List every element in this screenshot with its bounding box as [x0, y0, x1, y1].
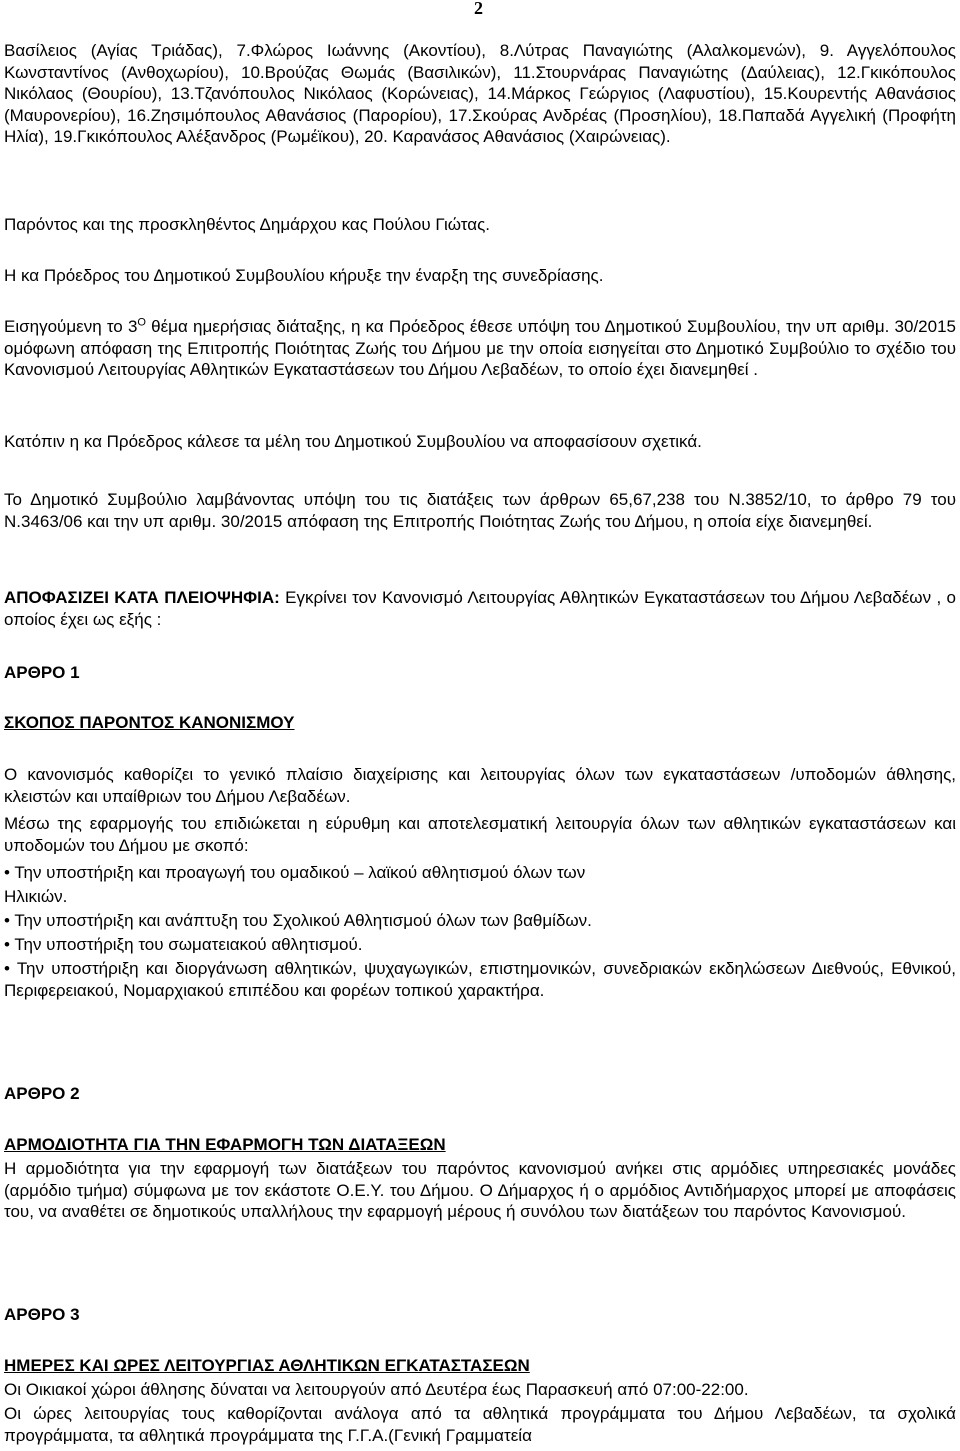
mayor-present-paragraph: Παρόντος και της προσκληθέντος Δημάρχου κας Πούλου Γιώτας.	[4, 215, 491, 234]
council-members-list: Βασίλειος (Αγίας Τριάδας), 7.Φλώρος Ιωάννης (Ακοντίου), 8.Λύτρας Παναγιώτης (Αλαλκομενών), 9. Αγγελόπουλος Κωνσταντίνος (Ανθοχωρίου), 10.Βρούζας Θωμάς (Βασιλικών), 11.Στουρνάρας Παναγιώτης (Δαύλειας), 12.Γκικόπουλος Νικόλαος (Θουρίου), 13.Τζανόπουλος Νικόλαος (Κορώνειας), 14.Μάρκος Γεώργιος (Λαφυστίου), 15.Κουρεντής Αθανάσιος (Μαυρονερίου), 16.Ζησιμόπουλος Αθανάσιος (Παρορίου), 17.Σκούρας Ανδρέας (Προσηλίου), 18.Παπαδά Αγγελική (Προφήτη Ηλία), 19.Γκικόπουλος Αλέξανδρος (Ρωμέϊκου), 20. Καρανάσος Αθανάσιος (Χαιρώνειας).	[4, 41, 956, 146]
article3-heading: ΑΡΘΡΟ 3	[4, 1305, 80, 1324]
decision-text: Εγκρίνει τον Κανονισμό Λειτουργίας Αθλητικών Εγκαταστάσεων του Δήμου Λεβαδέων , ο οποίος έχει ως εξής :	[4, 588, 957, 629]
call-to-vote-paragraph: Κατόπιν η κα Πρόεδρος κάλεσε τα μέλη του Δημοτικού Συμβουλίου να αποφασίσουν σχετικά.	[4, 432, 702, 451]
article3-title: ΗΜΕΡΕΣ ΚΑΙ ΩΡΕΣ ΛΕΙΤΟΥΡΓΙΑΣ ΑΘΛΗΤΙΚΩΝ ΕΓΚΑΤΑΣΤΑΣΕΩΝ	[4, 1356, 530, 1375]
intro-superscript: Ο	[137, 316, 146, 329]
decision-paragraph	[4, 587, 956, 630]
article1-para2: Μέσω της εφαρμογής του επιδιώκεται η εύρυθμη και αποτελεσματική λειτουργία όλων των αθλητικών εγκαταστάσεων και υποδομών του Δήμου με σκοπό:	[4, 814, 956, 855]
article1-bullet3: • Την υποστήριξη του σωματειακού αθλητισμού.	[4, 935, 363, 954]
article2-heading: ΑΡΘΡΟ 2	[4, 1084, 80, 1103]
article1-bullet1: • Την υποστήριξη και προαγωγή του ομαδικού – λαϊκού αθλητισμού όλων των	[4, 863, 586, 882]
intro-paragraph	[4, 316, 956, 381]
session-start-paragraph: Η κα Πρόεδρος του Δημοτικού Συμβουλίου κήρυξε την έναρξη της συνεδρίασης.	[4, 266, 604, 285]
article3-line1: Οι Οικιακοί χώροι άθλησης δύναται να λειτουργούν από Δευτέρα έως Παρασκευή από 07:00-22:00.	[4, 1380, 749, 1399]
page-number: 2	[474, 0, 483, 18]
article3-line2: Οι ώρες λειτουργίας τους καθορίζονται ανάλογα από τα αθλητικά προγράμματα του Δήμου Λεβαδέων, τα σχολικά προγράμματα, τα αθλητικά προγράμματα της Γ.Γ.Α.(Γενική Γραμματεία	[4, 1404, 956, 1445]
article1-bullet1-cont: Ηλικιών.	[4, 887, 68, 906]
article1-title: ΣΚΟΠΟΣ ΠΑΡΟΝΤΟΣ ΚΑΝΟΝΙΣΜΟΥ	[4, 713, 295, 732]
intro-text-start: Εισηγούμενη το 3	[4, 317, 138, 336]
article1-bullet4: • Την υποστήριξη και διοργάνωση αθλητικών, ψυχαγωγικών, επιστημονικών, συνεδριακών εκδηλώσεων Διεθνούς, Εθνικού, Περιφερειακού, Νομαρχιακού επιπέδου και φορέων τοπικού χαρακτήρα.	[4, 959, 956, 1000]
article2-text: Η αρμοδιότητα για την εφαρμογή των διατάξεων του παρόντος κανονισμού ανήκει στις αρμόδιες υπηρεσιακές μονάδες (αρμόδιο τμήμα) σύμφωνα με τον εκάστοτε Ο.Ε.Υ. του Δήμου. Ο Δήμαρχος ή ο αρμόδιος Αντιδήμαρχος μπορεί με αποφάσεις του, να αναθέτει σε δημοτικούς υπαλλήλους την εφαρμογή μέρους ή συνόλου των διατάξεων του παρόντος Κανονισμού.	[4, 1159, 956, 1221]
article2-title: ΑΡΜΟΔΙΟΤΗΤΑ ΓΙΑ ΤΗΝ ΕΦΑΡΜΟΓΗ ΤΩΝ ΔΙΑΤΑΞΕΩΝ	[4, 1135, 446, 1154]
article1-bullet2: • Την υποστήριξη και ανάπτυξη του Σχολικού Αθλητισμού όλων των βαθμίδων.	[4, 911, 592, 930]
decision-label: ΑΠΟΦΑΣΙΖΕΙ ΚΑΤΑ ΠΛΕΙΟΨΗΦΙΑ:	[4, 588, 280, 607]
article1-heading: ΑΡΘΡΟ 1	[4, 663, 80, 682]
council-considering-paragraph: Το Δημοτικό Συμβούλιο λαμβάνοντας υπόψη του τις διατάξεις των άρθρων 65,67,238 του Ν.3852/10, το άρθρο 79 του Ν.3463/06 και την υπ αριθμ. 30/2015 απόφαση της Επιτροπής Ποιότητας Ζωής του Δήμου, η οποία είχε διανεμηθεί.	[4, 490, 956, 531]
intro-text-rest: θέμα ημερήσιας διάταξης, η κα Πρόεδρος έθεσε υπόψη του Δημοτικού Συμβουλίου, την υπ αριθμ. 30/2015 ομόφωνη απόφαση της Επιτροπής Ποιότητας Ζωής του Δήμου με την οποία εισηγείται στο Δημοτικό Συμβούλιο το σχέδιο του Κανονισμού Λειτουργίας Αθλητικών Εγκαταστάσεων του Δήμου Λεβαδέων, το οποίο έχει διανεμηθεί .	[4, 317, 956, 379]
article1-para1: Ο κανονισμός καθορίζει το γενικό πλαίσιο διαχείρισης και λειτουργίας όλων των εγκαταστάσεων /υποδομών άθλησης, κλειστών και υπαίθριων του Δήμου Λεβαδέων.	[4, 765, 956, 806]
